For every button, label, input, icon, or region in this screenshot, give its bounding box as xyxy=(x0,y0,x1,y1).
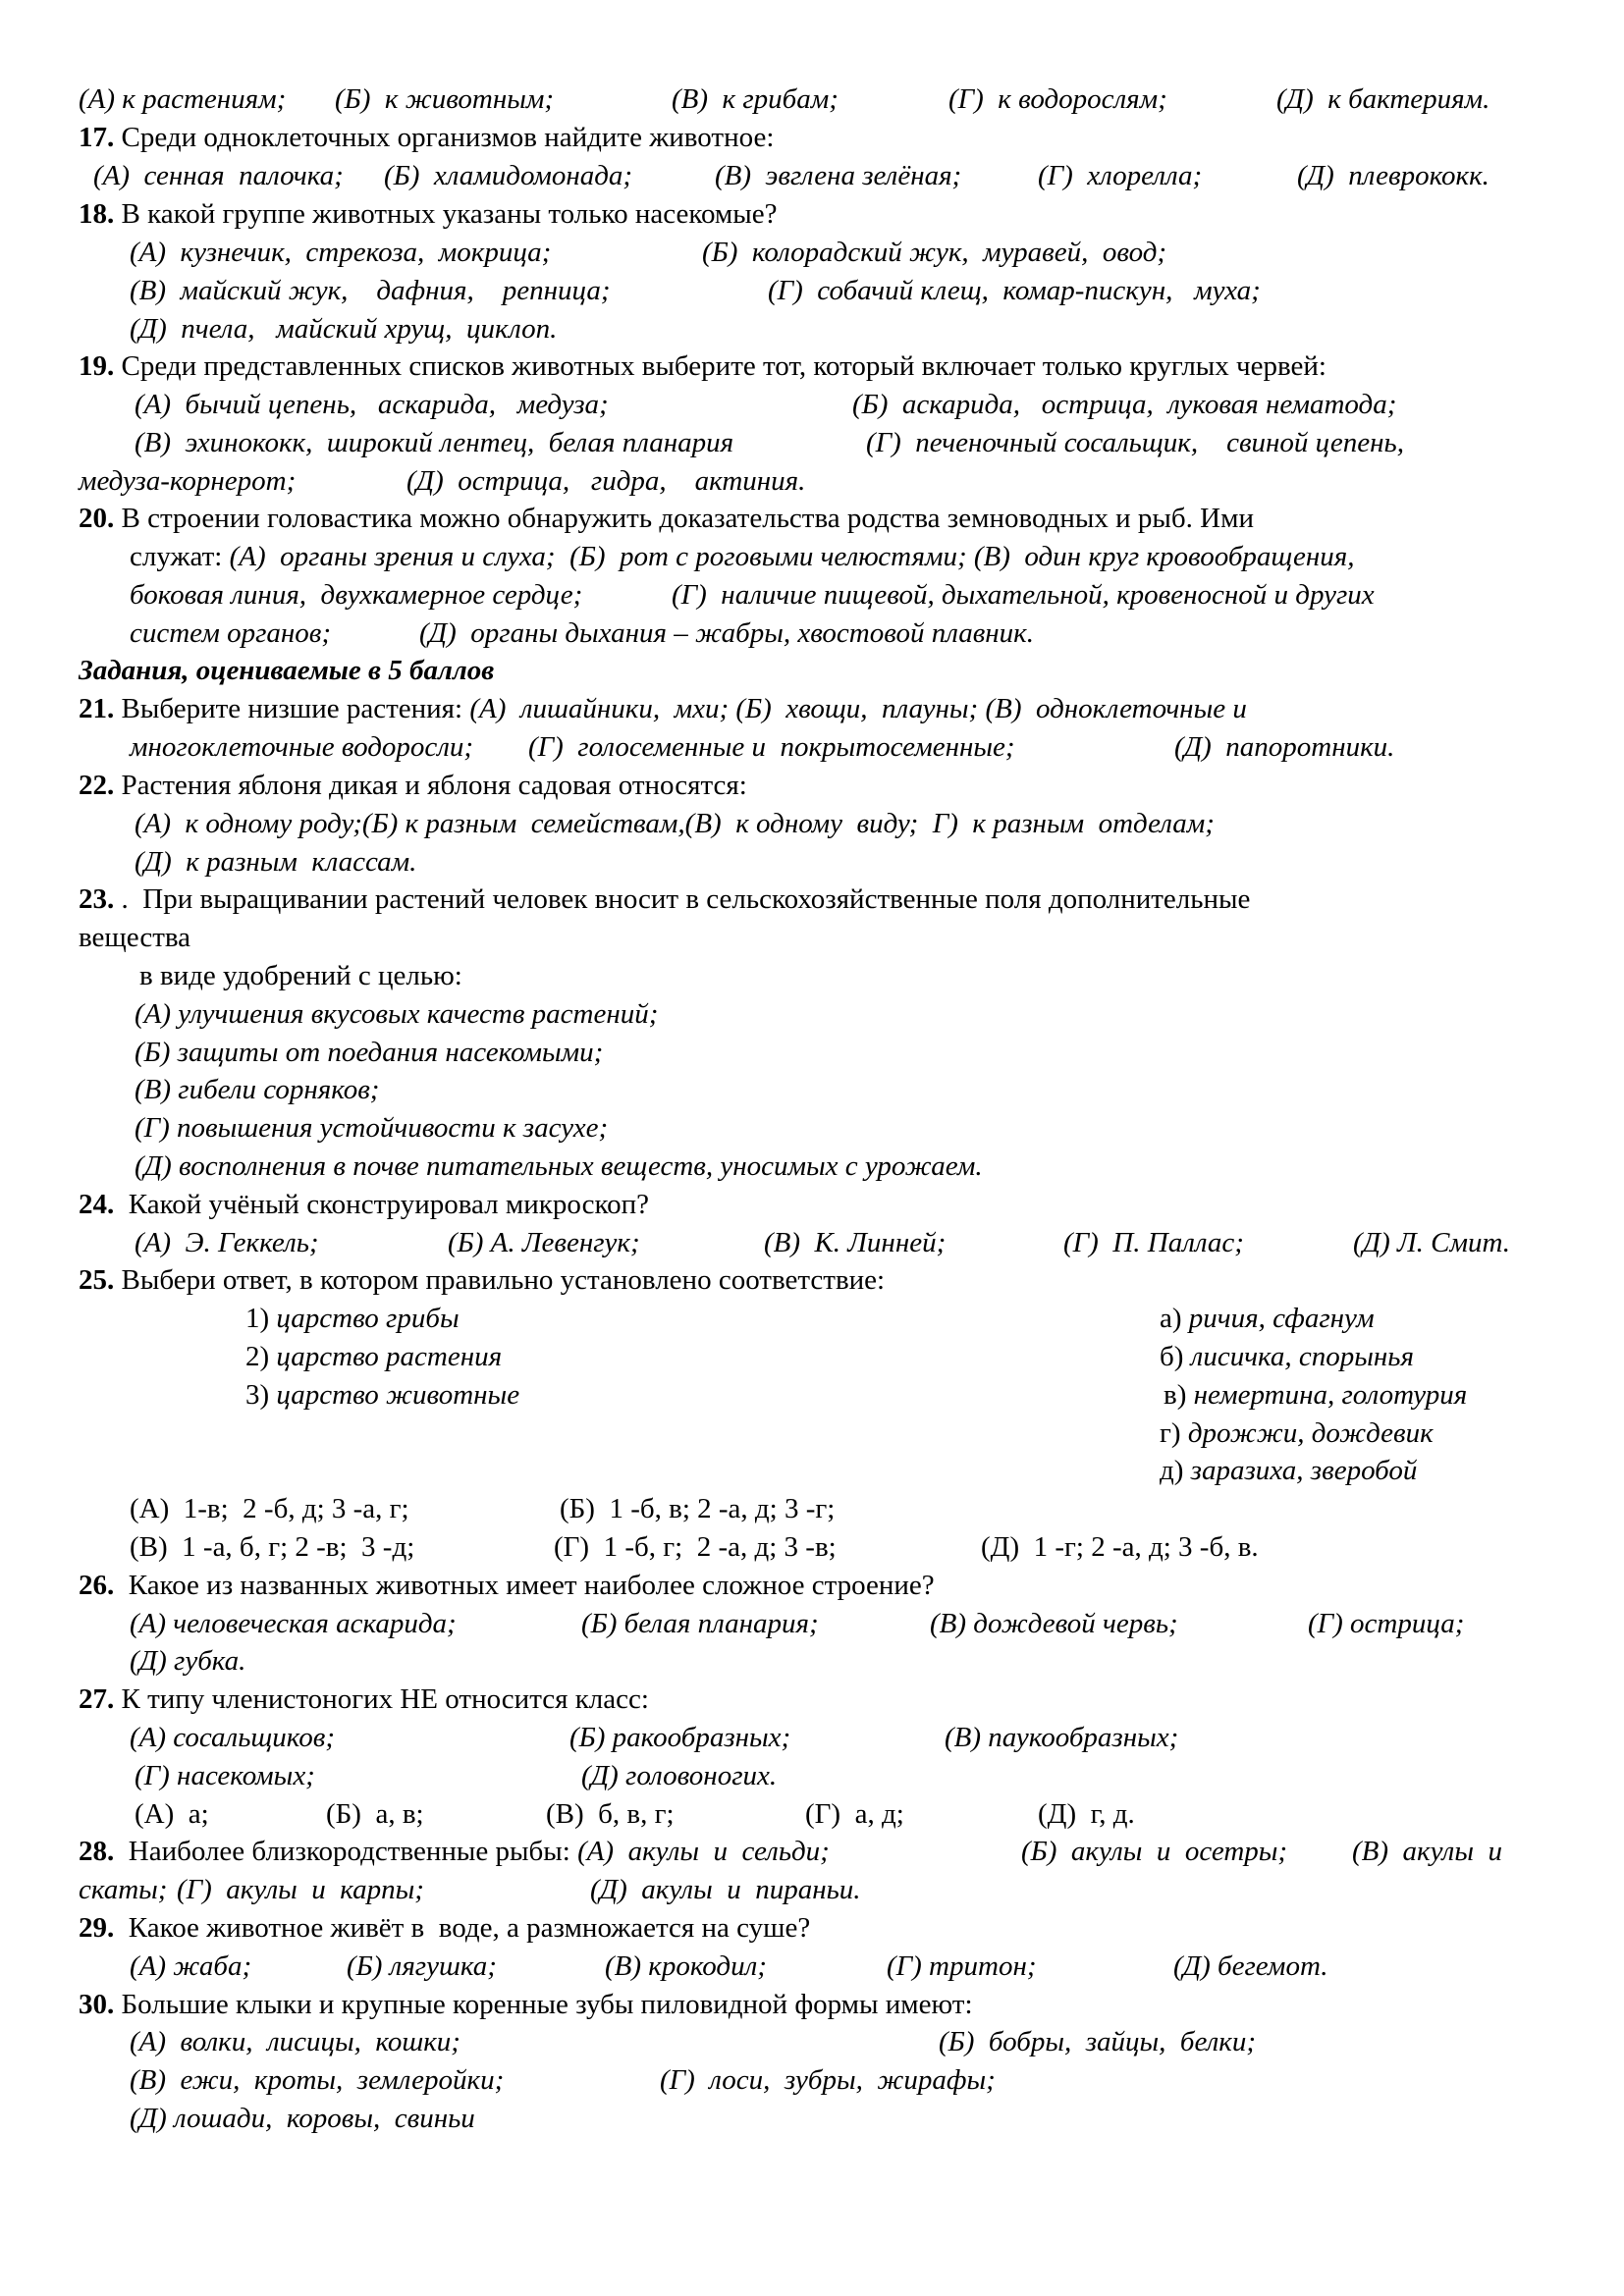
q22-option-d: (Д) к разным классам. xyxy=(135,846,417,878)
q21-option-a: (А) лишайники, мхи; xyxy=(469,693,730,724)
q23-option-g: (Г) повышения устойчивости к засухе; xyxy=(135,1112,609,1144)
q20-option-g-cont: систем органов; xyxy=(130,617,332,649)
q28-option-v: (В) акулы и xyxy=(1352,1836,1502,1867)
question-text: Среди представленных списков животных выберите тот, который включает только круглых червей: xyxy=(114,350,1326,382)
q21-option-v: (В) одноклеточные и xyxy=(985,693,1247,724)
question-20 xyxy=(79,500,1254,538)
q16-option-v: (В) к грибам; xyxy=(672,83,839,115)
question-number: 17. xyxy=(79,122,115,153)
q27-answer-d: (Д) г, д. xyxy=(1038,1798,1135,1830)
question-text: Наиболее близкородственные рыбы: xyxy=(114,1836,578,1867)
q25-right-item-g xyxy=(1160,1415,1434,1453)
question-number: 26. xyxy=(79,1570,115,1601)
q19-option-d: (Д) острица, гидра, актиния. xyxy=(406,465,806,497)
q30-option-v: (В) ежи, кроты, землеройки; xyxy=(130,2064,505,2096)
q16-option-d: (Д) к бактериям. xyxy=(1276,83,1490,115)
q25-answer-v: (В) 1 -а, б, г; 2 -в; 3 -д; xyxy=(130,1531,415,1563)
question-26 xyxy=(79,1567,935,1605)
q21-option-b: (Б) хвощи, плауны; xyxy=(735,693,979,724)
q19-option-a: (А) бычий цепень, аскарида, медуза; xyxy=(135,389,609,420)
q29-option-g: (Г) тритон; xyxy=(887,1950,1037,1982)
section-heading: Задания, оцениваемые в 5 баллов xyxy=(79,655,495,686)
q17-option-v: (В) эвглена зелёная; xyxy=(715,160,962,191)
question-text: Выберите низшие растения: xyxy=(114,693,470,724)
q23-option-v: (В) гибели сорняков; xyxy=(135,1074,380,1105)
question-number: 21. xyxy=(79,693,115,724)
q29-option-d: (Д) бегемот. xyxy=(1173,1950,1328,1982)
q17-option-b: (Б) хламидомонада; xyxy=(384,160,633,191)
question-17 xyxy=(79,119,774,157)
q25-left-item-3 xyxy=(245,1376,519,1415)
q24-option-v: (В) К. Линней; xyxy=(764,1227,947,1258)
q23-option-d: (Д) восполнения в почве питательных веществ, уносимых с урожаем. xyxy=(135,1150,983,1182)
question-text: В строении головастика можно обнаружить доказательства родства земноводных и рыб. Ими xyxy=(114,503,1254,534)
q23-line-3: в виде удобрений с целью: xyxy=(139,960,462,991)
question-30 xyxy=(79,1986,973,2024)
q21-option-g: (Г) голосеменные и покрытосеменные; xyxy=(528,731,1015,763)
item-marker: г) xyxy=(1160,1417,1188,1449)
item-text: царство животные xyxy=(276,1379,520,1411)
q30-option-a: (А) волки, лисицы, кошки; xyxy=(130,2026,460,2057)
question-21 xyxy=(79,690,1247,728)
question-number: 29. xyxy=(79,1912,115,1944)
question-text: В какой группе животных указаны только насекомые? xyxy=(114,198,778,230)
item-marker: в) xyxy=(1164,1379,1194,1411)
q27-answer-a: (А) а; xyxy=(135,1798,209,1830)
q24-option-a: (А) Э. Геккель; xyxy=(135,1227,319,1258)
item-marker: д) xyxy=(1160,1455,1191,1486)
q27-answer-g: (Г) а, д; xyxy=(805,1798,904,1830)
question-text: К типу членистоногих НЕ относится класс: xyxy=(114,1683,649,1715)
q20-lead-text: служат: xyxy=(130,541,230,572)
q18-option-g: (Г) собачий клещ, комар-пискун, муха; xyxy=(768,275,1261,306)
q17-option-d: (Д) плеврококк. xyxy=(1297,160,1489,191)
q25-answer-d: (Д) 1 -г; 2 -а, д; 3 -б, в. xyxy=(981,1531,1259,1563)
q16-option-b: (Б) к животным; xyxy=(335,83,555,115)
question-27 xyxy=(79,1681,649,1719)
question-number: 22. xyxy=(79,770,115,801)
q27-option-d: (Д) головоногих. xyxy=(581,1760,778,1791)
question-text: . При выращивании растений человек вносит в сельскохозяйственные поля дополнительные xyxy=(114,883,1251,915)
q17-option-g: (Г) хлорелла; xyxy=(1038,160,1203,191)
q28-option-b: (Б) акулы и осетры; xyxy=(1021,1836,1288,1867)
q25-right-item-a xyxy=(1160,1300,1375,1338)
q29-option-b: (Б) лягушка; xyxy=(347,1950,497,1982)
q18-option-v: (В) майский жук, дафния, репница; xyxy=(130,275,611,306)
q22-options-line: (А) к одному роду;(Б) к разным семействам,(В) к одному виду; Г) к разным отделам; xyxy=(135,808,1215,839)
q20-option-b: (Б) рот с роговыми челюстями; xyxy=(569,541,967,572)
item-text: царство растения xyxy=(276,1341,503,1372)
q21-option-v-cont: многоклеточные водоросли; xyxy=(130,731,474,763)
q27-answer-v: (В) б, в, г; xyxy=(546,1798,675,1830)
q24-option-g: (Г) П. Паллас; xyxy=(1063,1227,1244,1258)
item-text: заразиха, зверобой xyxy=(1190,1455,1418,1486)
question-number: 24. xyxy=(79,1189,115,1220)
q26-option-g: (Г) острица; xyxy=(1308,1608,1465,1639)
q25-right-item-b xyxy=(1160,1338,1414,1376)
q26-option-v: (В) дождевой червь; xyxy=(930,1608,1178,1639)
question-18 xyxy=(79,195,777,234)
q25-answer-g: (Г) 1 -б, г; 2 -а, д; 3 -в; xyxy=(554,1531,837,1563)
question-number: 18. xyxy=(79,198,115,230)
question-29 xyxy=(79,1909,810,1948)
question-number: 20. xyxy=(79,503,115,534)
question-number: 23. xyxy=(79,883,115,915)
q27-answer-b: (Б) а, в; xyxy=(326,1798,424,1830)
q23-option-a: (А) улучшения вкусовых качеств растений; xyxy=(135,998,659,1030)
question-23 xyxy=(79,881,1250,919)
question-number: 27. xyxy=(79,1683,115,1715)
q30-option-d: (Д) лошади, коровы, свиньи xyxy=(130,2103,475,2134)
q24-option-b: (Б) А. Левенгук; xyxy=(448,1227,640,1258)
item-text: царство грибы xyxy=(276,1303,460,1334)
q19-option-v: (В) эхинококк, широкий лентец, белая планария xyxy=(135,427,734,458)
q26-option-d: (Д) губка. xyxy=(130,1645,246,1677)
item-text: лисичка, спорынья xyxy=(1190,1341,1414,1372)
q20-option-g: (Г) наличие пищевой, дыхательной, кровеносной и других xyxy=(672,579,1375,611)
item-marker: 2) xyxy=(245,1341,277,1372)
item-marker: а) xyxy=(1160,1303,1189,1334)
q20-option-d: (Д) органы дыхания – жабры, хвостовой плавник. xyxy=(419,617,1034,649)
item-marker: б) xyxy=(1160,1341,1191,1372)
item-text: немертина, голотурия xyxy=(1193,1379,1468,1411)
q18-option-a: (А) кузнечик, стрекоза, мокрица; xyxy=(130,237,552,268)
q28-option-g: (Г) акулы и карпы; xyxy=(177,1874,424,1905)
item-text: дрожжи, дождевик xyxy=(1187,1417,1434,1449)
q23-option-b: (Б) защиты от поедания насекомыми; xyxy=(135,1037,604,1068)
q20-line-2 xyxy=(130,538,1355,576)
q25-answer-b: (Б) 1 -б, в; 2 -а, д; 3 -г; xyxy=(560,1493,836,1524)
q26-option-b: (Б) белая планария; xyxy=(581,1608,819,1639)
q16-option-g: (Г) к водорослям; xyxy=(948,83,1167,115)
q17-option-a: (А) сенная палочка; xyxy=(93,160,344,191)
q21-option-d: (Д) папоротники. xyxy=(1174,731,1395,763)
question-text: Растения яблоня дикая и яблоня садовая относятся: xyxy=(114,770,747,801)
question-text: Какое животное живёт в воде, а размножается на суше? xyxy=(114,1912,811,1944)
q19-option-b: (Б) аскарида, острица, луковая нематода; xyxy=(852,389,1397,420)
question-number: 30. xyxy=(79,1989,115,2020)
q25-left-item-2 xyxy=(245,1338,502,1376)
q25-left-item-1 xyxy=(245,1300,460,1338)
q19-option-g: (Г) печеночный сосальщик, свиной цепень, xyxy=(866,427,1404,458)
question-22 xyxy=(79,767,747,805)
q27-option-v: (В) паукообразных; xyxy=(945,1722,1179,1753)
question-28 xyxy=(79,1833,830,1871)
q16-option-a: (А) к растениям; xyxy=(79,83,287,115)
q20-option-v: (В) один круг кровообращения, xyxy=(973,541,1355,572)
question-text: Среди одноклеточных организмов найдите животное: xyxy=(114,122,775,153)
q30-option-b: (Б) бобры, зайцы, белки; xyxy=(939,2026,1257,2057)
q29-option-a: (А) жаба; xyxy=(130,1950,252,1982)
q25-right-item-d xyxy=(1160,1452,1417,1490)
q27-option-g: (Г) насекомых; xyxy=(135,1760,315,1791)
question-text: Выбери ответ, в котором правильно установлено соответствие: xyxy=(114,1264,886,1296)
question-25 xyxy=(79,1261,885,1300)
q27-option-a: (А) сосальщиков; xyxy=(130,1722,335,1753)
q28-option-a: (А) акулы и сельди; xyxy=(577,1836,830,1867)
q25-answer-a: (А) 1-в; 2 -б, д; 3 -а, г; xyxy=(130,1493,409,1524)
question-text: Какой учёный сконструировал микроскоп? xyxy=(114,1189,649,1220)
q24-option-d: (Д) Л. Смит. xyxy=(1353,1227,1511,1258)
q28-option-v-cont: скаты; xyxy=(79,1874,168,1905)
item-marker: 1) xyxy=(245,1303,277,1334)
item-marker: 3) xyxy=(245,1379,277,1411)
question-19 xyxy=(79,347,1326,386)
q28-option-d: (Д) акулы и пираньи. xyxy=(590,1874,861,1905)
q29-option-v: (В) крокодил; xyxy=(605,1950,767,1982)
q26-option-a: (А) человеческая аскарида; xyxy=(130,1608,457,1639)
q18-option-d: (Д) пчела, майский хрущ, циклоп. xyxy=(130,313,558,345)
question-text: Какое из названных животных имеет наиболее сложное строение? xyxy=(114,1570,935,1601)
item-text: ричия, сфагнум xyxy=(1188,1303,1375,1334)
q30-option-g: (Г) лоси, зубры, жирафы; xyxy=(660,2064,996,2096)
question-24 xyxy=(79,1186,649,1224)
question-number: 25. xyxy=(79,1264,115,1296)
q25-right-item-v xyxy=(1164,1376,1467,1415)
q18-option-b: (Б) колорадский жук, муравей, овод; xyxy=(702,237,1167,268)
question-text: Большие клыки и крупные коренные зубы пиловидной формы имеют: xyxy=(114,1989,973,2020)
q23-line-2: вещества xyxy=(79,922,191,953)
q20-option-a: (А) органы зрения и слуха; xyxy=(229,541,556,572)
q19-option-g-cont: медуза-корнерот; xyxy=(79,465,297,497)
q27-option-b: (Б) ракообразных; xyxy=(569,1722,791,1753)
question-number: 28. xyxy=(79,1836,115,1867)
question-number: 19. xyxy=(79,350,115,382)
q20-option-v-cont: боковая линия, двухкамерное сердце; xyxy=(130,579,583,611)
